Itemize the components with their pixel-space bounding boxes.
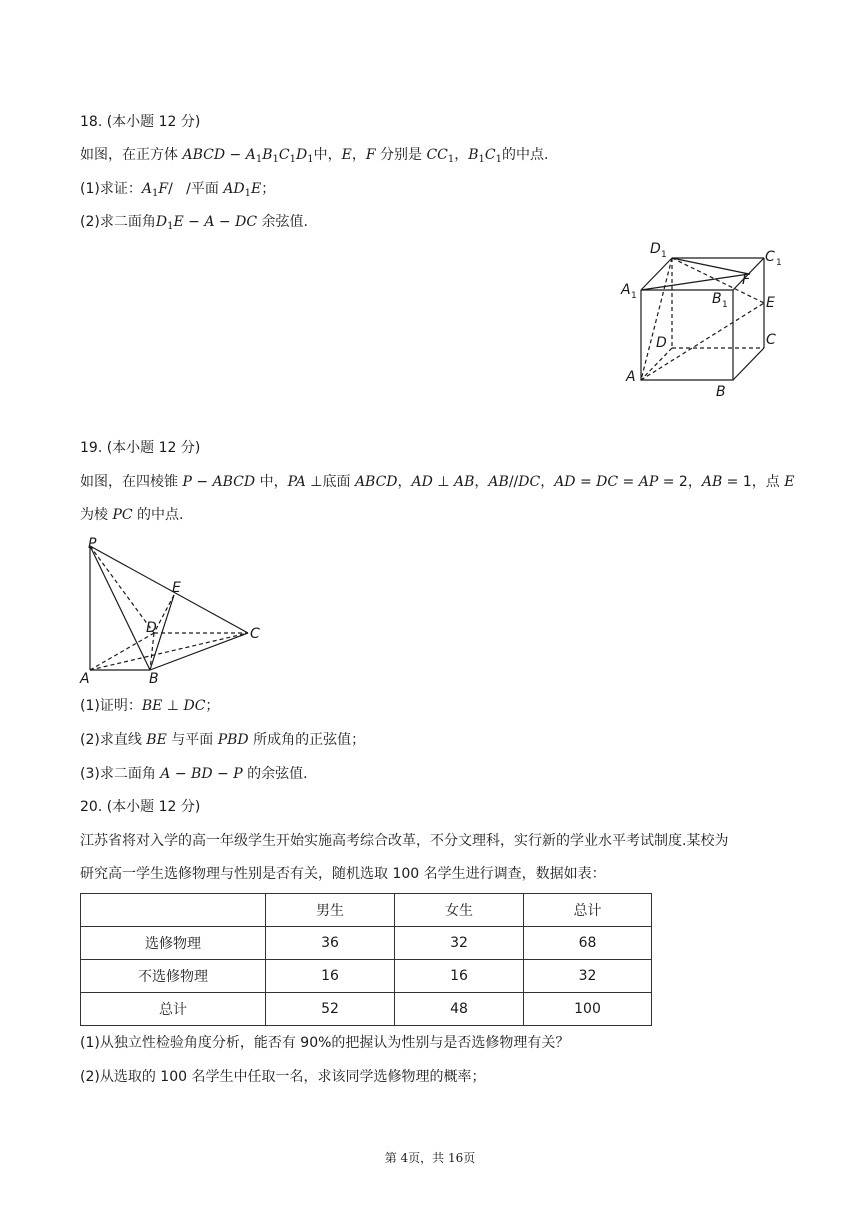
table-header-cell: 女生 — [395, 894, 524, 927]
svg-text:B: B — [149, 671, 159, 686]
table-cell: 总计 — [81, 993, 266, 1026]
q20-header: 20. (本小题 12 分) — [80, 799, 201, 815]
svg-text:E: E — [172, 580, 181, 596]
svg-text:A: A — [626, 369, 636, 385]
svg-text:B: B — [716, 384, 726, 400]
q20-part2: (2)从选取的 100 名学生中任取一名，求该同学选修物理的概率； — [80, 1069, 486, 1085]
table-cell: 16 — [395, 960, 524, 993]
q18-header: 18. (本小题 12 分) — [80, 114, 201, 130]
svg-text:C: C — [250, 626, 260, 642]
q20-part1: (1)从独立性检验角度分析，能否有 90%的把握认为性别与是否选修物理有关？ — [80, 1035, 570, 1051]
q20-data-table — [80, 893, 652, 1026]
svg-text:1: 1 — [722, 300, 728, 310]
svg-text:C: C — [766, 332, 776, 348]
q18-intro: 如图，在正方体 ABCD − $A_1B_1C_1D_1$中，E，F 分别是 $CC_1$，$B_1C_1$的中点. — [80, 147, 549, 165]
svg-text:1: 1 — [661, 250, 667, 260]
svg-text:C: C — [765, 249, 775, 265]
svg-text:A: A — [621, 282, 631, 298]
table-header-row — [81, 894, 652, 927]
table-header-cell — [81, 894, 266, 927]
q20-intro-line1: 江苏省将对入学的高一年级学生开始实施高考综合改革，不分文理科，实行新的学业水平考试制度.某校为 — [80, 833, 729, 849]
svg-text:F: F — [742, 272, 751, 288]
table-header-cell: 男生 — [266, 894, 395, 927]
page-footer: 第 4页，共 16页 — [384, 1151, 476, 1165]
svg-text:E: E — [766, 295, 775, 311]
svg-text:B: B — [712, 291, 722, 307]
table-row — [81, 927, 652, 960]
table-cell: 36 — [266, 927, 395, 960]
q19-pyramid-figure — [76, 534, 272, 690]
table-cell: 不选修物理 — [81, 960, 266, 993]
svg-text:D: D — [650, 241, 661, 257]
q19-part1: (1)证明：BE ⊥ DC； — [80, 698, 220, 714]
q20-intro-line2: 研究高一学生选修物理与性别是否有关，随机选取 100 名学生进行调查，数据如表： — [80, 866, 606, 882]
svg-text:D: D — [146, 620, 157, 636]
q19-intro-line1: 如图，在四棱锥 P − ABCD 中，PA ⊥底面 ABCD，AD ⊥ AB，AB//DC，AD = DC = AP = 2，AB = 1，点 E — [80, 474, 795, 490]
svg-text:D: D — [656, 335, 667, 351]
q18-part2: (2)求二面角$D_1E - A$ − DC 余弦值. — [80, 214, 308, 232]
q19-intro-line2: 为棱 PC 的中点. — [80, 507, 184, 523]
table-row — [81, 960, 652, 993]
table-header-cell: 总计 — [524, 894, 652, 927]
svg-text:P: P — [88, 536, 97, 552]
q18-cube-figure — [618, 236, 790, 408]
table-cell: 选修物理 — [81, 927, 266, 960]
table-cell: 48 — [395, 993, 524, 1026]
table-cell: 16 — [266, 960, 395, 993]
table-cell: 32 — [395, 927, 524, 960]
svg-text:A: A — [80, 671, 90, 686]
table-cell: 32 — [524, 960, 652, 993]
table-row — [81, 993, 652, 1026]
svg-text:1: 1 — [776, 258, 782, 268]
svg-text:1: 1 — [631, 291, 637, 301]
q19-part3: (3)求二面角 A − BD − P 的余弦值. — [80, 766, 308, 782]
table-cell: 100 — [524, 993, 652, 1026]
q19-part2: (2)求直线 BE 与平面 PBD 所成角的正弦值； — [80, 732, 366, 748]
q19-header: 19. (本小题 12 分) — [80, 440, 201, 456]
q18-part1: (1)求证：$A_1F/$ /平面 $AD_1E$； — [80, 181, 276, 199]
table-cell: 68 — [524, 927, 652, 960]
table-cell: 52 — [266, 993, 395, 1026]
